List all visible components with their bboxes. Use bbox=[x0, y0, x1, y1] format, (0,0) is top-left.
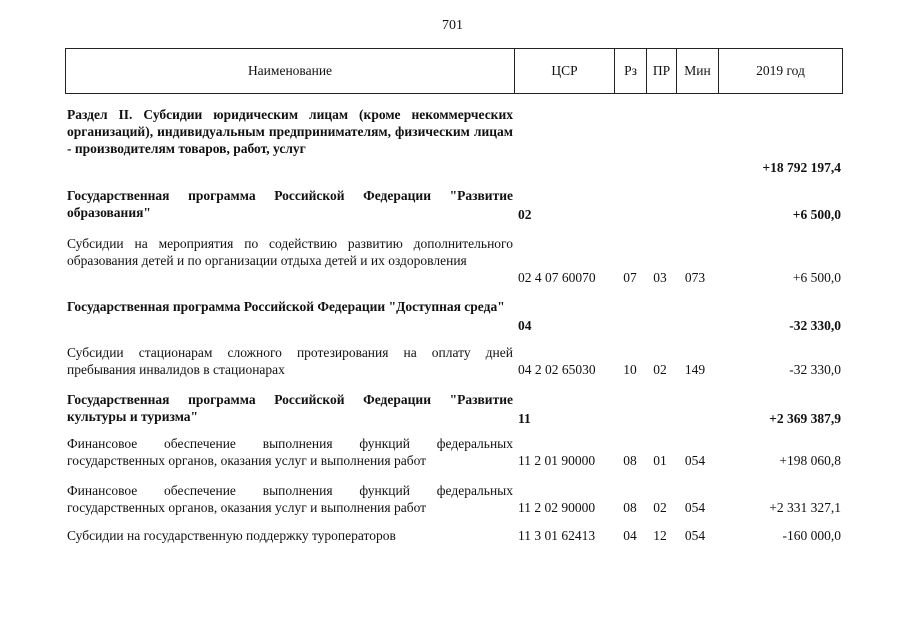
row-name: Раздел II. Субсидии юридическим лицам (кроме некоммерческих организаций), индивидуальным предпринимателям, физическим лицам - производителям товаров, работ, услуг bbox=[67, 107, 513, 156]
row-name: Субсидии на государственную поддержку туроператоров bbox=[67, 528, 396, 543]
row-pr: 01 bbox=[653, 453, 667, 468]
row-pr: 03 bbox=[653, 270, 667, 285]
table-row bbox=[65, 527, 843, 544]
row-amount: +6 500,0 bbox=[792, 270, 841, 285]
row-csr: 04 2 02 65030 bbox=[518, 362, 596, 377]
row-amount: +6 500,0 bbox=[792, 207, 841, 222]
header-min: Мин bbox=[676, 49, 718, 93]
row-min: 054 bbox=[684, 528, 706, 543]
row-amount: +2 369 387,9 bbox=[769, 411, 841, 426]
row-rz: 07 bbox=[623, 270, 637, 285]
row-csr: 11 2 02 90000 bbox=[518, 500, 596, 515]
table-row bbox=[65, 391, 843, 427]
row-pr: 12 bbox=[653, 528, 667, 543]
row-rz: 08 bbox=[623, 453, 637, 468]
row-rz: 08 bbox=[623, 500, 637, 515]
row-min: 054 bbox=[684, 453, 706, 468]
row-name: Субсидии на мероприятия по содействию развитию дополнительного образования детей и по организации отдыха детей и их оздоровления bbox=[67, 236, 513, 268]
row-name: Финансовое обеспечение выполнения функций федеральных государственных органов, оказания услуг и выполнения работ bbox=[67, 436, 513, 468]
table-row bbox=[65, 187, 843, 223]
table-header bbox=[65, 48, 843, 94]
row-min: 073 bbox=[684, 270, 706, 285]
row-amount: +198 060,8 bbox=[779, 453, 841, 468]
table-row bbox=[65, 482, 843, 516]
table-row bbox=[65, 435, 843, 469]
row-rz: 10 bbox=[623, 362, 637, 377]
row-name: Государственная программа Российской Федерации "Доступная среда" bbox=[67, 299, 505, 314]
row-min: 054 bbox=[684, 500, 706, 515]
row-pr: 02 bbox=[653, 500, 667, 515]
row-name: Государственная программа Российской Федерации "Развитие образования" bbox=[67, 188, 513, 220]
row-pr: 02 bbox=[653, 362, 667, 377]
table-row bbox=[65, 298, 843, 334]
row-csr: 04 bbox=[518, 318, 532, 333]
header-rz: Рз bbox=[614, 49, 646, 93]
row-name: Субсидии стационарам сложного протезирования на оплату дней пребывания инвалидов в стационарах bbox=[67, 345, 513, 377]
row-csr: 11 3 01 62413 bbox=[518, 528, 596, 543]
table-row bbox=[65, 235, 843, 286]
header-name: Наименование bbox=[247, 63, 333, 78]
header-pr: ПР bbox=[646, 49, 676, 93]
header-year: 2019 год bbox=[718, 49, 842, 93]
row-rz: 04 bbox=[623, 528, 637, 543]
row-amount: -160 000,0 bbox=[782, 528, 841, 543]
row-amount: -32 330,0 bbox=[789, 362, 841, 377]
row-csr: 02 bbox=[518, 207, 532, 222]
header-csr: ЦСР bbox=[514, 49, 614, 93]
row-csr: 11 bbox=[518, 411, 531, 426]
table-row bbox=[65, 106, 843, 176]
table-row bbox=[65, 344, 843, 378]
row-amount: +2 331 327,1 bbox=[769, 500, 841, 515]
row-csr: 11 2 01 90000 bbox=[518, 453, 596, 468]
page-number: 701 bbox=[442, 18, 463, 33]
row-min: 149 bbox=[684, 362, 706, 377]
row-name: Государственная программа Российской Федерации "Развитие культуры и туризма" bbox=[67, 392, 513, 424]
row-amount: -32 330,0 bbox=[789, 318, 841, 333]
row-name: Финансовое обеспечение выполнения функций федеральных государственных органов, оказания услуг и выполнения работ bbox=[67, 483, 513, 515]
row-amount: +18 792 197,4 bbox=[762, 160, 841, 175]
row-csr: 02 4 07 60070 bbox=[518, 270, 596, 285]
